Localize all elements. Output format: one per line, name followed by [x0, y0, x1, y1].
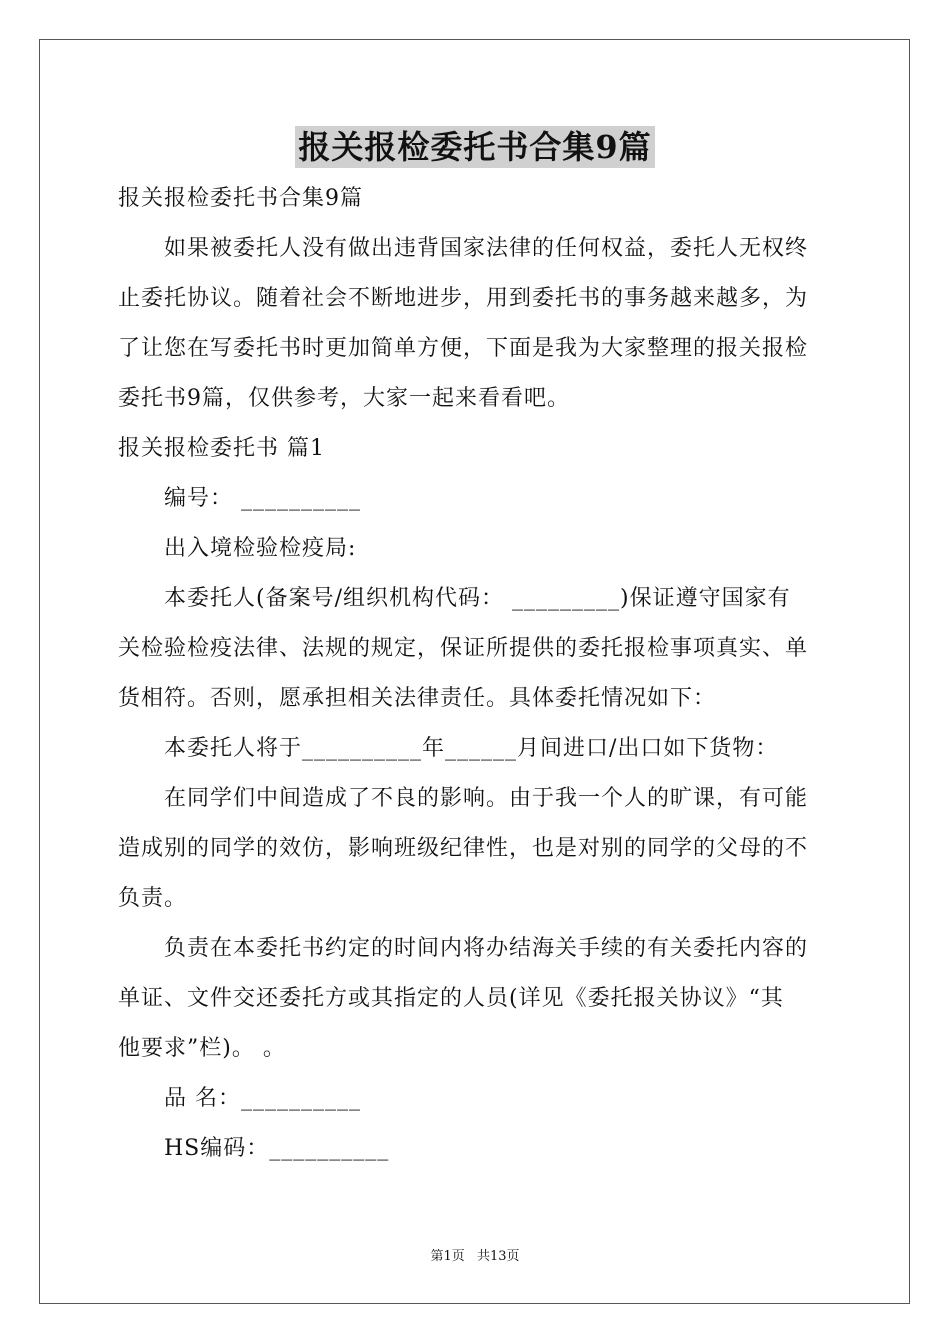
- classmates-line-2: 造成别的同学的效仿，影响班级纪律性，也是对别的同学的父母的不: [118, 836, 809, 861]
- number-line: 编号： __________: [164, 486, 361, 511]
- responsibility-line-2: 单证、文件交还委托方或其指定的人员(详见《委托报关协议》“其: [118, 986, 784, 1011]
- title-container: [0, 126, 950, 168]
- page-number: 第1页: [430, 1249, 465, 1264]
- responsibility-line-1: 负责在本委托书约定的时间内将办结海关手续的有关委托内容的: [164, 936, 809, 961]
- product-name-line: 品 名：__________: [164, 1086, 361, 1111]
- document-title: 报关报检委托书合集9篇: [295, 126, 654, 168]
- page-footer: [0, 1248, 950, 1266]
- intro-line-3: 了让您在写委托书时更加简单方便，下面是我为大家整理的报关报检: [118, 336, 809, 361]
- hs-code-line: HS编码：__________: [164, 1136, 390, 1161]
- classmates-line-3: 负责。: [118, 886, 188, 911]
- intro-line-4: 委托书9篇，仅供参考，大家一起来看看吧。: [118, 386, 570, 411]
- date-line: 本委托人将于__________年______月间进口/出口如下货物：: [164, 736, 779, 761]
- section-heading: 报关报检委托书 篇1: [118, 436, 325, 461]
- document-subtitle: 报关报检委托书合集9篇: [118, 186, 363, 211]
- intro-line-1: 如果被委托人没有做出违背国家法律的任何权益，委托人无权终: [164, 236, 809, 261]
- total-pages: 共13页: [476, 1249, 520, 1264]
- intro-line-2: 止委托协议。随着社会不断地进步，用到委托书的事务越来越多，为: [118, 286, 809, 311]
- bureau-line: 出入境检验检疫局:: [164, 536, 357, 561]
- classmates-line-1: 在同学们中间造成了不良的影响。由于我一个人的旷课，有可能: [164, 786, 809, 811]
- principal-line-1: 本委托人(备案号/组织机构代码： _________)保证遵守国家有: [164, 586, 791, 611]
- principal-line-3: 货相符。否则，愿承担相关法律责任。具体委托情况如下：: [118, 686, 717, 711]
- responsibility-line-3: 他要求”栏)。 。: [118, 1036, 286, 1061]
- principal-line-2: 关检验检疫法律、法规的规定，保证所提供的委托报检事项真实、单: [118, 636, 809, 661]
- page-border: [39, 39, 910, 1304]
